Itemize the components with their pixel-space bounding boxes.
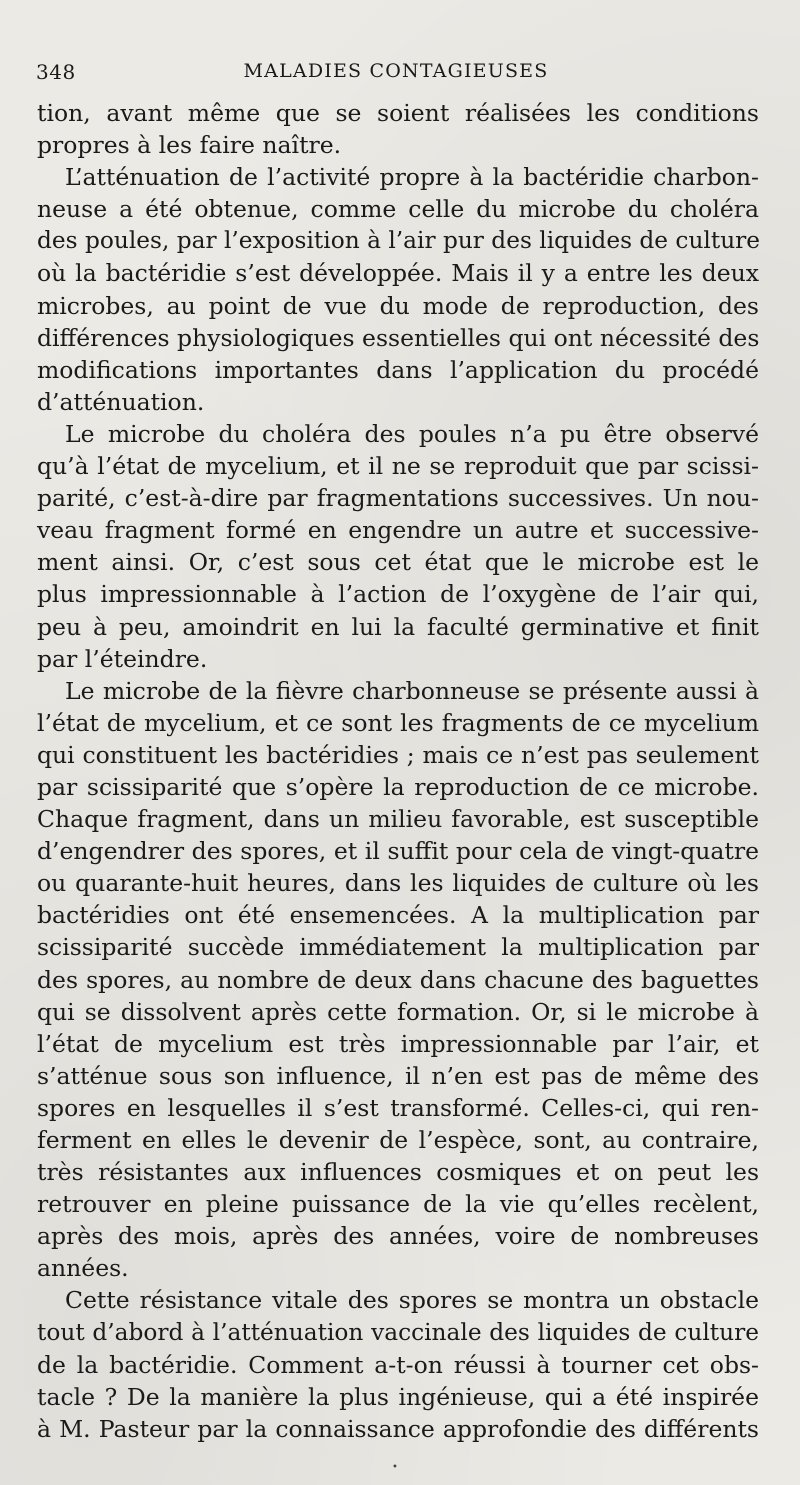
text-line: très résistantes aux influences cosmiques et on peut les	[37, 1158, 759, 1187]
text-line: bactéridies ont été ensemencées. A la multiplication par	[37, 901, 759, 930]
text-line: Chaque fragment, dans un milieu favorable, est susceptible	[37, 805, 759, 834]
page-number: 348	[36, 60, 76, 84]
text-line: qui se dissolvent après cette formation. Or, si le microbe à	[37, 997, 759, 1026]
text-line: Cette résistance vitale des spores se montra un obstacle	[65, 1286, 759, 1315]
footer-mark: •	[392, 1462, 398, 1473]
text-line: d’engendrer des spores, et il suffit pour cela de vingt-quatre	[37, 837, 759, 866]
text-line: où la bactéridie s’est développée. Mais il y a entre les deux	[37, 259, 759, 288]
text-line: parité, c’est-à-dire par fragmentations successives. Un nou-	[37, 484, 759, 513]
text-line: ment ainsi. Or, c’est sous cet état que le microbe est le	[37, 548, 759, 577]
text-line: l’état de mycelium, et ce sont les fragments de ce mycelium	[37, 708, 759, 737]
text-line: s’atténue sous son influence, il n’en est pas de même des	[37, 1061, 759, 1090]
text-line: L’atténuation de l’activité propre à la bactéridie charbon-	[65, 163, 759, 192]
text-line: l’état de mycelium est très impressionnable par l’air, et	[37, 1029, 759, 1058]
text-line: à M. Pasteur par la connaissance approfondie des différents	[37, 1414, 759, 1443]
text-line: veau fragment formé en engendre un autre et successive-	[37, 516, 759, 545]
text-line: par l’éteindre.	[37, 644, 208, 673]
text-line: après des mois, après des années, voire de nombreuses	[37, 1222, 759, 1251]
text-line: ferment en elles le devenir de l’espèce, sont, au contraire,	[37, 1126, 759, 1154]
text-line: de la bactéridie. Comment a-t-on réussi à tourner cet obs-	[37, 1350, 759, 1379]
text-line: Le microbe de la fièvre charbonneuse se présente aussi à	[65, 676, 759, 705]
text-line: tout d’abord à l’atténuation vaccinale des liquides de culture	[37, 1318, 759, 1346]
text-line: des spores, au nombre de deux dans chacune des baguettes	[37, 965, 759, 994]
text-line: ou quarante-huit heures, dans les liquides de culture où les	[37, 869, 759, 898]
text-line: neuse a été obtenue, comme celle du microbe du choléra	[37, 195, 759, 224]
text-line: des poules, par l’exposition à l’air pur des liquides de culture	[37, 227, 761, 255]
text-line: tacle ? De la manière la plus ingénieuse, qui a été inspirée	[37, 1382, 759, 1411]
text-line: propres à les faire naître.	[37, 131, 342, 160]
running-head	[36, 58, 756, 92]
text-line: Le microbe du choléra des poules n’a pu être observé	[65, 419, 759, 448]
text-line: plus impressionnable à l’action de l’oxygène de l’air qui,	[37, 580, 759, 609]
text-line: retrouver en pleine puissance de la vie qu’elles recèlent,	[37, 1190, 759, 1219]
text-line: modifications importantes dans l’application du procédé	[37, 355, 759, 384]
text-line: différences physiologiques essentielles qui ont nécessité des	[37, 323, 760, 352]
text-line: microbes, au point de vue du mode de reproduction, des	[37, 291, 759, 320]
text-line: qu’à l’état de mycelium, et il ne se reproduit que par scissi-	[37, 452, 759, 481]
text-line: scissiparité succède immédiatement la multiplication par	[37, 933, 759, 962]
text-line: peu à peu, amoindrit en lui la faculté germinative et finit	[37, 612, 759, 641]
running-title: MALADIES CONTAGIEUSES	[243, 60, 549, 82]
text-line: années.	[37, 1254, 129, 1283]
text-line: tion, avant même que se soient réalisées les conditions	[37, 99, 759, 127]
body-text	[37, 97, 759, 1445]
text-line: qui constituent les bactéridies ; mais ce n’est pas seulement	[37, 740, 759, 769]
text-line: d’atténuation.	[37, 387, 205, 416]
text-line: spores en lesquelles il s’est transformé. Celles-ci, qui ren-	[37, 1093, 759, 1122]
text-line: par scissiparité que s’opère la reproduction de ce microbe.	[37, 772, 759, 801]
